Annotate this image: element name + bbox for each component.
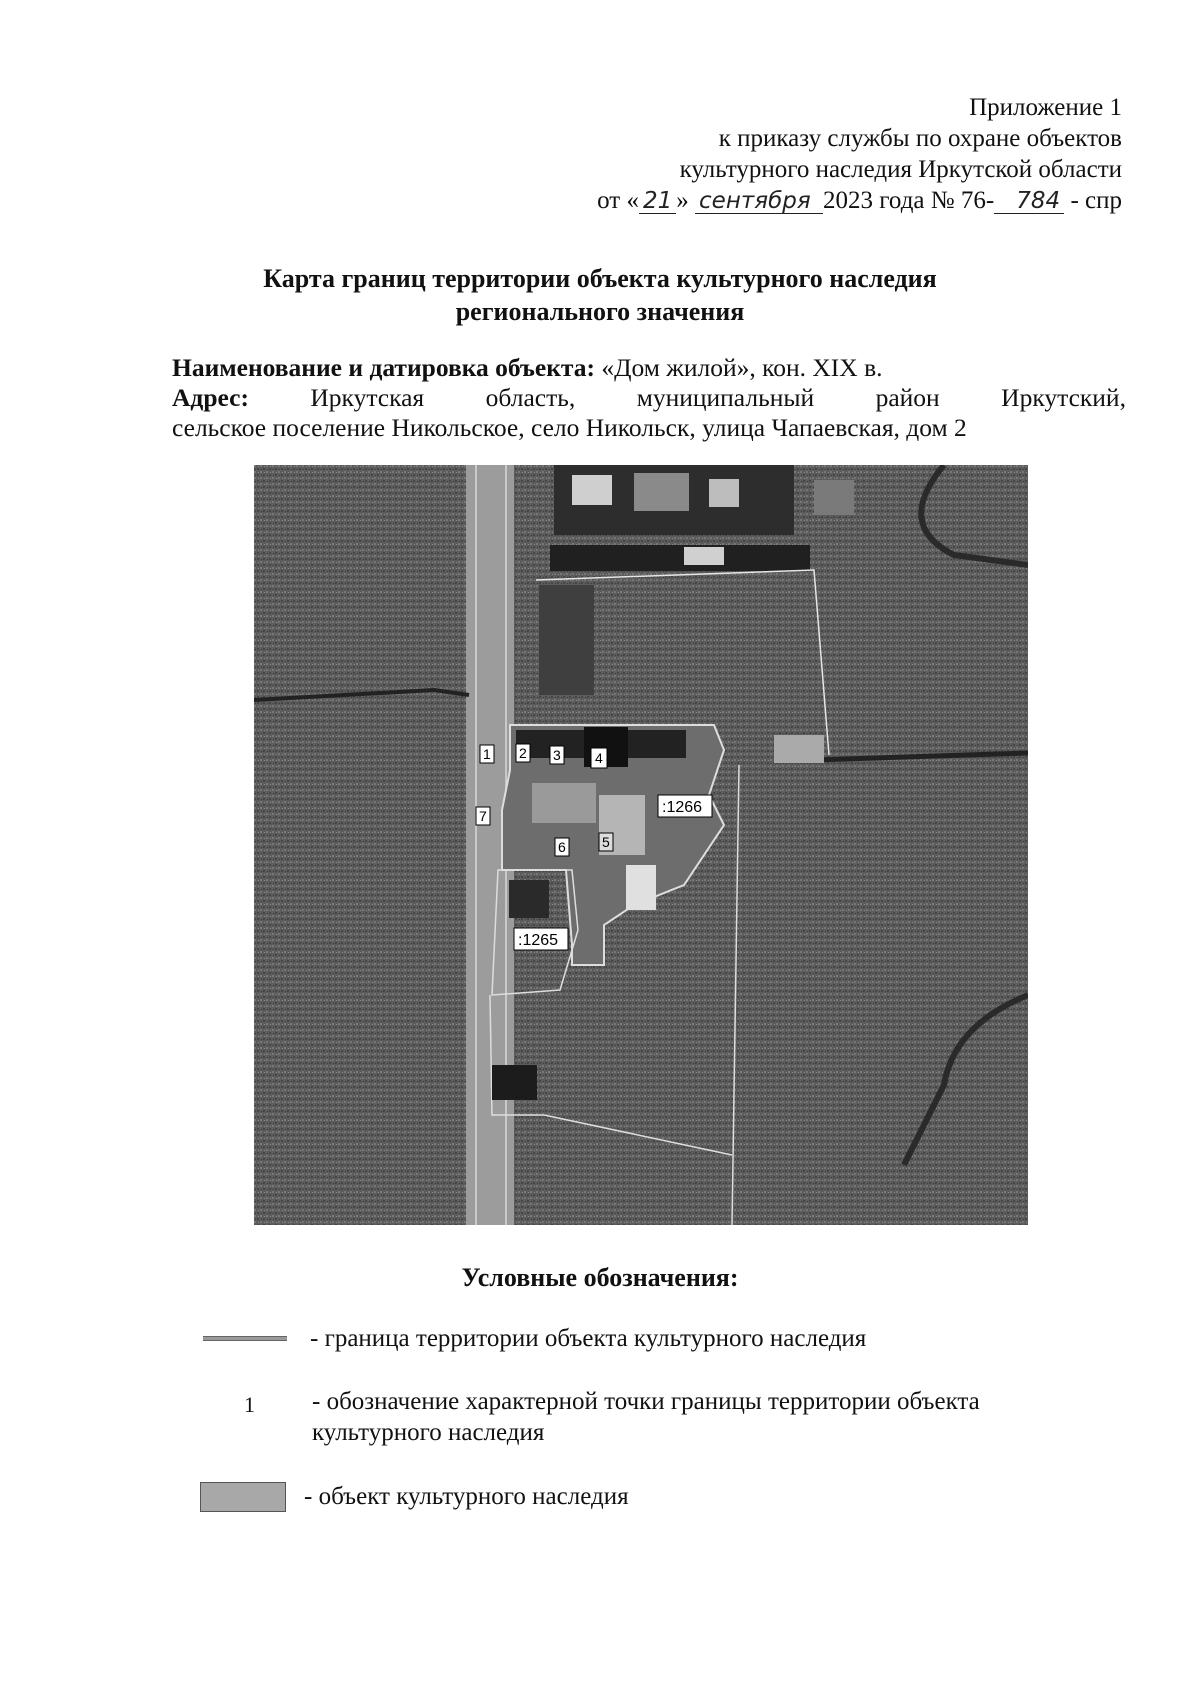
appendix-header — [597, 92, 1122, 216]
tree-line — [550, 545, 810, 571]
order-suffix: - спр — [1070, 187, 1122, 214]
object-info — [172, 353, 1126, 443]
title-line1: Карта границ территории объекта культурного наследия — [263, 264, 937, 293]
point-label-text: 4 — [595, 750, 603, 766]
shed — [626, 865, 656, 910]
building — [774, 735, 824, 763]
handwritten-day: 21 — [639, 189, 676, 214]
document-title — [0, 262, 1200, 328]
point-label-5 — [599, 833, 613, 851]
address-word: Иркутский, — [1001, 383, 1126, 412]
garden-patch — [539, 585, 594, 695]
legend-item-object: - объект культурного наследия — [304, 1483, 629, 1510]
satellite-map — [254, 465, 1028, 1225]
point-label-text: 7 — [479, 808, 487, 824]
point-label-1 — [480, 745, 494, 763]
point-label-2 — [516, 744, 530, 762]
object-name-label: Наименование и датировка объекта: — [172, 353, 595, 382]
point-label-6 — [555, 838, 569, 856]
address-line1 — [172, 383, 1126, 413]
parcel-label-text: :1266 — [662, 799, 703, 816]
building — [634, 473, 689, 511]
address-word: область, — [485, 383, 576, 412]
parcel-label-1266 — [658, 795, 712, 817]
appendix-line2: к приказу службы по охране объектов — [718, 125, 1122, 152]
legend-title: Условные обозначения: — [461, 1263, 739, 1292]
building — [532, 783, 596, 823]
tree-cluster — [492, 1065, 537, 1100]
date-year: 2023 года № 76- — [823, 187, 995, 214]
address-line2: сельское поселение Никольское, село Никольск, улица Чапаевская, дом 2 — [172, 413, 967, 442]
point-label-3 — [550, 746, 564, 764]
point-label-text: 6 — [558, 839, 566, 855]
point-label-text: 3 — [553, 747, 561, 763]
date-prefix: от « — [597, 187, 639, 214]
legend-item-point: - обозначение характерной точки границы территории объекта культурного наследия — [312, 1388, 980, 1446]
parcel-label-1265 — [514, 928, 568, 950]
address-word: муниципальный — [636, 383, 815, 412]
legend-point-sample: 1 — [244, 1392, 255, 1417]
point-label-7 — [476, 807, 490, 825]
point-label-4 — [591, 748, 607, 768]
map-image — [254, 465, 1028, 1225]
appendix-line3: культурного наследия Иркутской области — [679, 156, 1122, 183]
parcel-label-text: :1265 — [518, 932, 559, 949]
building — [684, 547, 724, 565]
title-line2: регионального значения — [455, 297, 745, 326]
address-word: Иркутская — [310, 383, 425, 412]
building — [572, 475, 612, 505]
legend-object-sample — [200, 1482, 286, 1512]
garden-patch — [509, 880, 549, 918]
legend-item-boundary: - граница территории объекта культурного наследия — [310, 1325, 867, 1352]
appendix-line1: Приложение 1 — [969, 94, 1122, 121]
address-word: район — [875, 383, 940, 412]
object-name-value: «Дом жилой», кон. XIX в. — [601, 353, 883, 382]
point-label-text: 2 — [519, 745, 527, 761]
object-name-line — [172, 353, 1126, 383]
date-mid: » — [676, 187, 689, 214]
handwritten-month: сентября — [695, 189, 823, 214]
building — [814, 480, 854, 515]
handwritten-order-number: 784 — [994, 189, 1064, 214]
legend-boundary-sample — [203, 1336, 287, 1341]
order-date-line — [597, 185, 1122, 216]
building — [709, 479, 739, 507]
point-label-text: 1 — [483, 746, 491, 762]
point-label-text: 5 — [602, 834, 610, 850]
address-label: Адрес: — [172, 383, 249, 412]
